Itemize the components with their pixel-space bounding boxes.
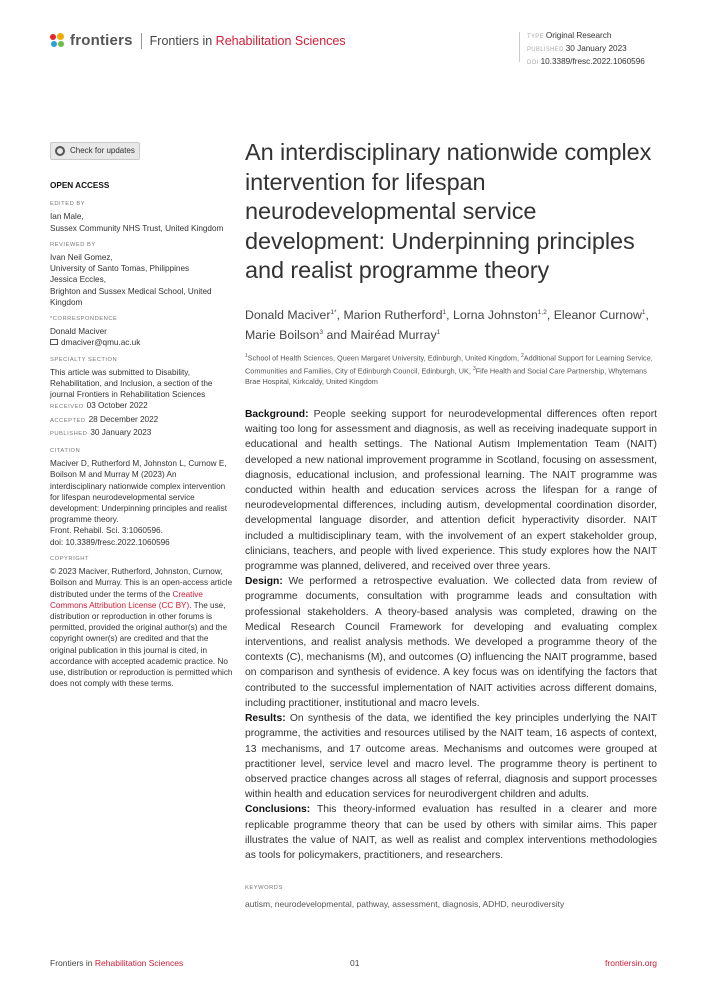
abstract-section-label: Conclusions: bbox=[245, 804, 311, 816]
brand-name: frontiers bbox=[70, 32, 133, 49]
citation: Maciver D, Rutherford M, Johnston L, Curnow E, Boilson M and Murray M (2023) An interdisciplinary nationwide complex intervention for lifespan neurodevelopmental service development: Underpinning principles and realist programme theory. Front. Rehabil. Sci. 3:1060596. doi: 10.3389/fresc.2022.1060596 bbox=[50, 459, 228, 547]
abstract-section-text: People seeking support for neurodevelopmental differences often report waiting too long for assessment and diagnosis, as well as receiving inadequate support in educational and health settings. The National Autism Implementation Team (NAIT) developed a new national improvement programme in Scotland, focusing on assessment, diagnosis, educational inclusion, and professional learning. The NAIT programme was conducted within health and education services across the lifespan for a range of neurodevelopmental differences, including autism, developmental coordination disorder, developmental language disorder, and attention deficit hyperactivity disorder. NAIT included a multidisciplinary team, with the involvement of an expert stakeholder group, clinicians, teachers, and people with lived experience. This study explores how the NAIT programme was planned, delivered, and received over three years. bbox=[245, 409, 657, 573]
journal-prefix: Frontiers in bbox=[149, 33, 213, 48]
abstract-section-text: On synthesis of the data, we identified the key principles underlying the NAIT programme, the activities and resources utilised by the NAIT team, 16 aspects of context, 13 mechanisms, and 17 outcome areas. Mechanisms and outcomes were grouped at practitioner level, service level and macro level. The programme theory is pertinent to observed practice changes across all stages of referral, diagnosis and support processes within health and education services for neurodivergent children and adults. bbox=[245, 713, 657, 801]
reviewed-by: Ivan Neil Gomez, University of Santo Tomas, Philippines Jessica Eccles, Brighton and Sussex Medical School, United Kingdom bbox=[50, 253, 212, 307]
abstract-section-text: We performed a retrospective evaluation. We collected data from review of programme documents, consultation with programme leads and consultation with professional stakeholders. A theory-based analysis was completed, drawing on the Medical Research Council Framework for developing and evaluating complex interventions, and realist analysis methods. We developed a programme theory of the contexts (C), mechanisms (M), and outcomes (O) influencing the NAIT programme, based on comparison and synthesis of evidence. A key focus was on identifying the factors that contributed to the successful implementation of NAIT activities across different domains, including practitioner, institutional and macro levels. bbox=[245, 576, 657, 709]
affiliations bbox=[245, 351, 657, 387]
affiliation-mark: 1 bbox=[245, 352, 248, 359]
copyright-heading: COPYRIGHT bbox=[50, 555, 89, 562]
check-for-updates-label: Check for updates bbox=[70, 146, 135, 156]
refresh-icon bbox=[55, 146, 65, 156]
author-name[interactable]: Eleanor Curnow bbox=[553, 307, 642, 322]
author-name[interactable]: Mairéad Murray bbox=[350, 328, 437, 343]
reviewed-by-heading: REVIEWED BY bbox=[50, 241, 96, 248]
footer-journal: Frontiers in Rehabilitation Sciences bbox=[50, 958, 184, 968]
page-number: 01 bbox=[350, 958, 360, 968]
article-meta bbox=[527, 30, 657, 69]
abstract-section-label: Background: bbox=[245, 409, 309, 421]
affiliation-text: School of Health Sciences, Queen Margaret University, Edinburgh, United Kingdom, bbox=[247, 353, 522, 363]
author-affiliation-mark: 1* bbox=[330, 308, 337, 316]
abstract-section bbox=[245, 802, 657, 863]
correspondence-email-row[interactable] bbox=[50, 337, 235, 348]
correspondence-email[interactable]: dmaciver@qmu.ac.uk bbox=[61, 338, 141, 348]
received-row: RECEIVED 03 October 2022 bbox=[50, 401, 148, 411]
meta-published: PUBLISHED 30 January 2023 bbox=[527, 44, 627, 53]
frontiers-logo[interactable] bbox=[50, 32, 346, 49]
author-list bbox=[245, 304, 657, 345]
meta-doi[interactable]: DOI 10.3389/fresc.2022.1060596 bbox=[527, 57, 645, 66]
affiliation-text: Additional Support for Learning Service, Communities and Families, City of Edinburgh Council, Edinburgh, UK, bbox=[245, 353, 653, 376]
page-header bbox=[50, 30, 657, 66]
abstract bbox=[245, 407, 657, 863]
correspondence-heading: *CORRESPONDENCE bbox=[50, 316, 118, 323]
abstract-section-label: Design: bbox=[245, 576, 283, 588]
abstract-section bbox=[245, 407, 657, 574]
author-separator: , bbox=[446, 307, 454, 322]
article-sidebar bbox=[50, 142, 235, 689]
published-row: PUBLISHED 30 January 2023 bbox=[50, 427, 152, 437]
check-for-updates-button[interactable] bbox=[50, 142, 140, 160]
journal-name bbox=[150, 34, 346, 48]
specialty-section: This article was submitted to Disability, Rehabilitation, and Inclusion, a section of the journal Frontiers in Rehabilitation Sciences bbox=[50, 367, 213, 400]
author-separator: , bbox=[645, 307, 649, 322]
site-link[interactable]: frontiersin.org bbox=[605, 958, 657, 968]
open-access-label: OPEN ACCESS bbox=[50, 181, 110, 190]
keywords: autism, neurodevelopmental, pathway, assessment, diagnosis, ADHD, neurodiversity bbox=[245, 899, 565, 910]
author-separator: , bbox=[546, 307, 554, 322]
author-affiliation-mark: 3 bbox=[319, 329, 324, 337]
copyright: © 2023 Maciver, Rutherford, Johnston, Curnow, Boilson and Murray. This is an open-access article distributed under the terms of the Creative Commons Attribution License (CC BY). The use, distribution or reproduction in other forums is permitted, provided the original author(s) and the copyright owner(s) are credited and that the original publication in this journal is cited, in accordance with accepted academic practice. No use, distribution or reproduction is permitted which does not comply with these terms. bbox=[50, 567, 233, 689]
author-name[interactable]: Marion Rutherford bbox=[343, 307, 443, 322]
author-affiliation-mark: 1 bbox=[442, 308, 447, 316]
edited-by-heading: EDITED BY bbox=[50, 201, 86, 208]
header-divider bbox=[141, 33, 142, 49]
author-name[interactable]: Marie Boilson bbox=[245, 328, 320, 343]
article-title: An interdisciplinary nationwide complex intervention for lifespan neurodevelopmental service development: Underpinning principles and realist programme theory bbox=[245, 139, 652, 283]
citation-heading: CITATION bbox=[50, 448, 81, 455]
affiliation-mark: 2 bbox=[521, 352, 524, 359]
email-icon bbox=[50, 339, 58, 345]
journal-title: Rehabilitation Sciences bbox=[215, 33, 346, 48]
affiliation-mark: 3 bbox=[472, 365, 476, 372]
author-name[interactable]: Donald Maciver bbox=[245, 307, 331, 322]
author-affiliation-mark: 1 bbox=[641, 308, 646, 316]
specialty-heading: SPECIALTY SECTION bbox=[50, 356, 118, 363]
author-separator: , bbox=[336, 307, 344, 322]
article-main bbox=[245, 138, 657, 909]
abstract-section-label: Results: bbox=[245, 713, 286, 725]
author-affiliation-mark: 1 bbox=[436, 329, 441, 337]
accepted-row: ACCEPTED 28 December 2022 bbox=[50, 414, 159, 424]
author-affiliation-mark: 1,2 bbox=[537, 308, 547, 316]
edited-by: Ian Male, Sussex Community NHS Trust, United Kingdom bbox=[50, 212, 224, 233]
affiliation-text: Fife Health and Social Care Partnership, Whytemans Brae Hospital, Kirkcaldy, United Kingdom bbox=[245, 366, 647, 386]
abstract-section bbox=[245, 574, 657, 711]
abstract-section-text: This theory-informed evaluation has resulted in a clearer and more replicable programme theory that can be used by others with similar aims. This paper illustrates the value of NAIT, as well as realist and complex interventions methodologies as tools for policymakers, practitioners, and researchers. bbox=[245, 804, 657, 861]
correspondence-name: Donald Maciver bbox=[50, 327, 107, 337]
abstract-section bbox=[245, 711, 657, 802]
meta-divider bbox=[519, 32, 520, 62]
author-name[interactable]: Lorna Johnston bbox=[453, 307, 538, 322]
author-separator: and bbox=[323, 328, 351, 343]
license-link[interactable]: Creative Commons Attribution License (CC BY) bbox=[50, 589, 203, 610]
keywords-heading: KEYWORDS bbox=[245, 885, 283, 892]
frontiers-logo-icon bbox=[50, 33, 66, 49]
meta-type: TYPE Original Research bbox=[527, 31, 612, 40]
